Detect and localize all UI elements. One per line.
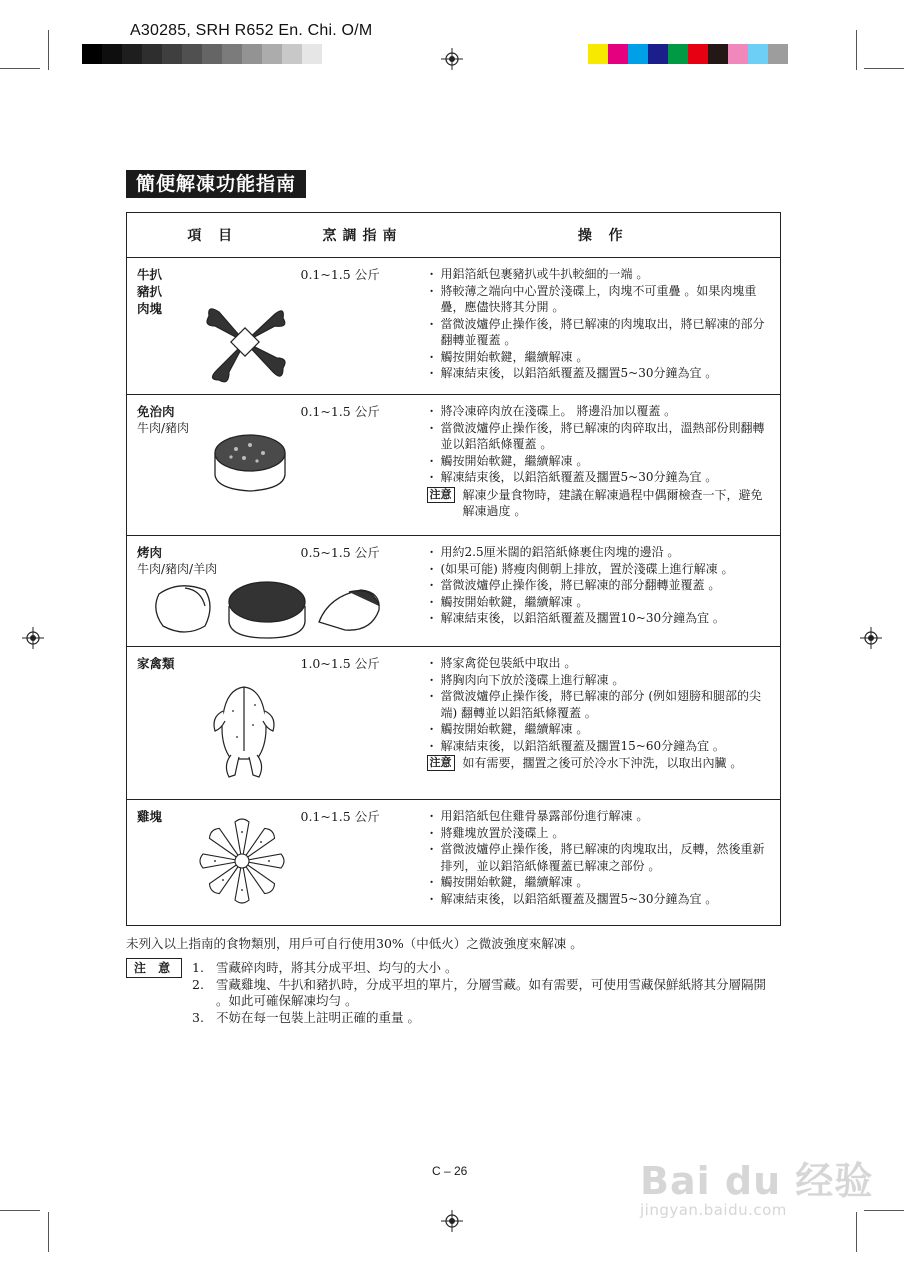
step-item: · 解凍結束後，以鋁箔紙覆蓋及擱置10~30分鐘為宜 。 xyxy=(427,610,775,627)
caution-note xyxy=(427,487,775,520)
crop-mark xyxy=(864,68,904,69)
step-item: · 解凍結束後，以鋁箔紙覆蓋及擱置5~30分鐘為宜 。 xyxy=(427,469,775,486)
step-item: · 用約2.5厘米闊的鋁箔紙條裹住肉塊的邊沿 。 xyxy=(427,544,775,561)
food-name: 牛扒 xyxy=(137,267,163,282)
caution-note xyxy=(427,755,775,772)
poultry-icon xyxy=(209,681,279,781)
food-cell xyxy=(127,647,299,800)
step-item: · 用鋁箔紙包裹豬扒或牛扒較細的一端 。 xyxy=(427,266,775,283)
minced-meat-icon xyxy=(211,429,289,495)
weight-range: 0.1~1.5 公斤 xyxy=(300,267,380,282)
table-row xyxy=(127,258,781,395)
note-item xyxy=(192,1010,782,1027)
note-item xyxy=(192,960,782,977)
crop-mark xyxy=(0,68,40,69)
color-swatch xyxy=(202,44,222,64)
food-subtitle: 牛肉/豬肉 xyxy=(137,421,190,435)
registration-mark-icon xyxy=(441,1210,463,1232)
note-number: 2. xyxy=(192,976,204,992)
step-item: · 將家禽從包裝紙中取出 。 xyxy=(427,655,775,672)
steaks-icon xyxy=(199,296,291,388)
step-item: · 觸按開始軟鍵，繼續解凍 。 xyxy=(427,349,775,366)
food-name: 免治肉 xyxy=(137,404,175,419)
food-name: 烤肉 xyxy=(137,545,163,560)
step-item: · 當微波爐停止操作後，將已解凍的部分翻轉並覆蓋 。 xyxy=(427,577,775,594)
color-swatch xyxy=(588,44,608,64)
color-swatch xyxy=(748,44,768,64)
note-text: 雪藏雞塊、牛扒和豬扒時，分成平坦的單片，分層雪藏。如有需要，可使用雪藏保鮮紙將其分層隔開 。如此可確保解凍均勻 。 xyxy=(216,976,767,1008)
column-header-operation: 操 作 xyxy=(427,213,781,258)
registration-mark-icon xyxy=(860,627,882,649)
step-item: · 解凍結束後，以鋁箔紙覆蓋及擱置5~30分鐘為宜 。 xyxy=(427,365,775,382)
step-item: · 觸按開始軟鍵，繼續解凍 。 xyxy=(427,874,775,891)
food-name: 肉塊 xyxy=(137,301,163,316)
weight-range: 0.1~1.5 公斤 xyxy=(300,809,380,824)
defrost-guide-table xyxy=(126,212,781,926)
step-item: · 將雞塊放置於淺碟上 。 xyxy=(427,825,775,842)
step-item: · 當微波爐停止操作後，將已解凍的肉塊取出，反轉，然後重新排列，並以鋁箔紙條覆蓋已解凍之部份 。 xyxy=(427,841,775,874)
steps-cell xyxy=(427,647,781,800)
color-swatch xyxy=(182,44,202,64)
step-item: · 觸按開始軟鍵，繼續解凍 。 xyxy=(427,721,775,738)
weight-cell xyxy=(299,647,427,800)
caution-text: 如有需要，擱置之後可於冷水下沖洗，以取出內臟 。 xyxy=(462,756,743,770)
note-number: 1. xyxy=(192,960,204,975)
color-swatch xyxy=(688,44,708,64)
weight-cell xyxy=(299,258,427,395)
print-code: A30285, SRH R652 En. Chi. O/M xyxy=(130,22,373,39)
color-swatch xyxy=(768,44,788,64)
step-item: · 用鋁箔紙包住雞骨暴露部份進行解凍 。 xyxy=(427,808,775,825)
color-calibration-bar xyxy=(588,44,788,64)
color-swatch xyxy=(728,44,748,64)
unlisted-food-note: 未列入以上指南的食物類別，用戶可自行使用30%（中低火）之微波強度來解凍 。 xyxy=(126,936,583,951)
step-item: · 觸按開始軟鍵，繼續解凍 。 xyxy=(427,594,775,611)
food-cell xyxy=(127,800,299,926)
step-item: · (如果可能) 將瘦肉側朝上排放，置於淺碟上進行解凍 。 xyxy=(427,561,775,578)
grayscale-calibration-bar xyxy=(82,44,322,64)
watermark-url: jingyan.baidu.com xyxy=(640,1201,787,1219)
food-cell xyxy=(127,395,299,536)
page-number: C – 26 xyxy=(432,1164,468,1178)
weight-cell xyxy=(299,395,427,536)
table-header-row xyxy=(127,213,781,258)
caution-label: 注意 xyxy=(427,755,455,771)
food-cell xyxy=(127,258,299,395)
crop-mark xyxy=(48,30,49,70)
steps-cell xyxy=(427,395,781,536)
notes-label: 注 意 xyxy=(126,958,182,978)
watermark-main: Bai du 经验 xyxy=(640,1159,874,1203)
color-swatch xyxy=(242,44,262,64)
registration-mark-icon xyxy=(441,48,463,70)
table-row xyxy=(127,647,781,800)
color-swatch xyxy=(668,44,688,64)
color-swatch xyxy=(222,44,242,64)
crop-mark xyxy=(0,1210,40,1211)
color-swatch xyxy=(282,44,302,64)
note-text: 不妨在每一包裝上註明正確的重量 。 xyxy=(216,1009,420,1025)
step-item: · 解凍結束後，以鋁箔紙覆蓋及擱置5~30分鐘為宜 。 xyxy=(427,891,775,908)
caution-label: 注意 xyxy=(427,487,455,503)
step-item: · 將較薄之端向中心置於淺碟上，肉塊不可重疊 。如果肉塊重疊，應儘快將其分開 。 xyxy=(427,283,775,316)
caution-text: 解凍少量食物時，建議在解凍過程中偶爾檢查一下，避免解凍過度 。 xyxy=(462,487,763,518)
step-item: · 解凍結束後，以鋁箔紙覆蓋及擱置15~60分鐘為宜 。 xyxy=(427,738,775,755)
steps-cell xyxy=(427,800,781,926)
roast-icon xyxy=(149,576,389,642)
step-item: · 當微波爐停止操作後，將已解凍的部分 (例如翅膀和腿部的尖端) 翻轉並以鋁箔紙條覆蓋 。 xyxy=(427,688,775,721)
step-item: · 當微波爐停止操作後，將已解凍的肉塊取出，將已解凍的部分翻轉並覆蓋 。 xyxy=(427,316,775,349)
color-swatch xyxy=(142,44,162,64)
table-row xyxy=(127,395,781,536)
step-item: · 當微波爐停止操作後，將已解凍的肉碎取出，溫熱部份則翻轉並以鋁箔紙條覆蓋 。 xyxy=(427,420,775,453)
color-swatch xyxy=(262,44,282,64)
registration-mark-icon xyxy=(22,627,44,649)
step-item: · 將冷凍碎肉放在淺碟上。 將邊沿加以覆蓋 。 xyxy=(427,403,775,420)
color-swatch xyxy=(628,44,648,64)
table-row xyxy=(127,536,781,647)
chicken-pieces-icon xyxy=(199,818,285,904)
color-swatch xyxy=(608,44,628,64)
column-header-item: 項 目 xyxy=(127,213,299,258)
section-title: 簡便解凍功能指南 xyxy=(126,170,306,198)
steps-cell xyxy=(427,536,781,647)
note-number: 3. xyxy=(192,1009,204,1025)
color-swatch xyxy=(302,44,322,64)
food-subtitle: 牛肉/豬肉/羊肉 xyxy=(137,562,218,576)
food-name: 家禽類 xyxy=(137,656,175,671)
crop-mark xyxy=(856,30,857,70)
color-swatch xyxy=(122,44,142,64)
weight-range: 1.0~1.5 公斤 xyxy=(300,656,380,671)
color-swatch xyxy=(102,44,122,64)
step-item: · 觸按開始軟鍵，繼續解凍 。 xyxy=(427,453,775,470)
color-swatch xyxy=(648,44,668,64)
note-item xyxy=(192,977,782,1010)
color-swatch xyxy=(82,44,102,64)
food-name: 豬扒 xyxy=(137,284,163,299)
step-item: · 將胸肉向下放於淺碟上進行解凍 。 xyxy=(427,672,775,689)
weight-range: 0.1~1.5 公斤 xyxy=(300,404,380,419)
note-text: 雪藏碎肉時，將其分成平坦、均勻的大小 。 xyxy=(216,960,458,975)
baidu-watermark xyxy=(640,1150,873,1219)
notes-list xyxy=(192,960,782,1026)
steps-cell xyxy=(427,258,781,395)
weight-range: 0.5~1.5 公斤 xyxy=(300,545,380,560)
food-cell xyxy=(127,536,299,647)
food-name: 雞塊 xyxy=(137,809,163,824)
crop-mark xyxy=(48,1212,49,1252)
color-swatch xyxy=(708,44,728,64)
column-header-guide: 烹調指南 xyxy=(299,213,427,258)
weight-cell xyxy=(299,800,427,926)
table-row xyxy=(127,800,781,926)
color-swatch xyxy=(162,44,182,64)
